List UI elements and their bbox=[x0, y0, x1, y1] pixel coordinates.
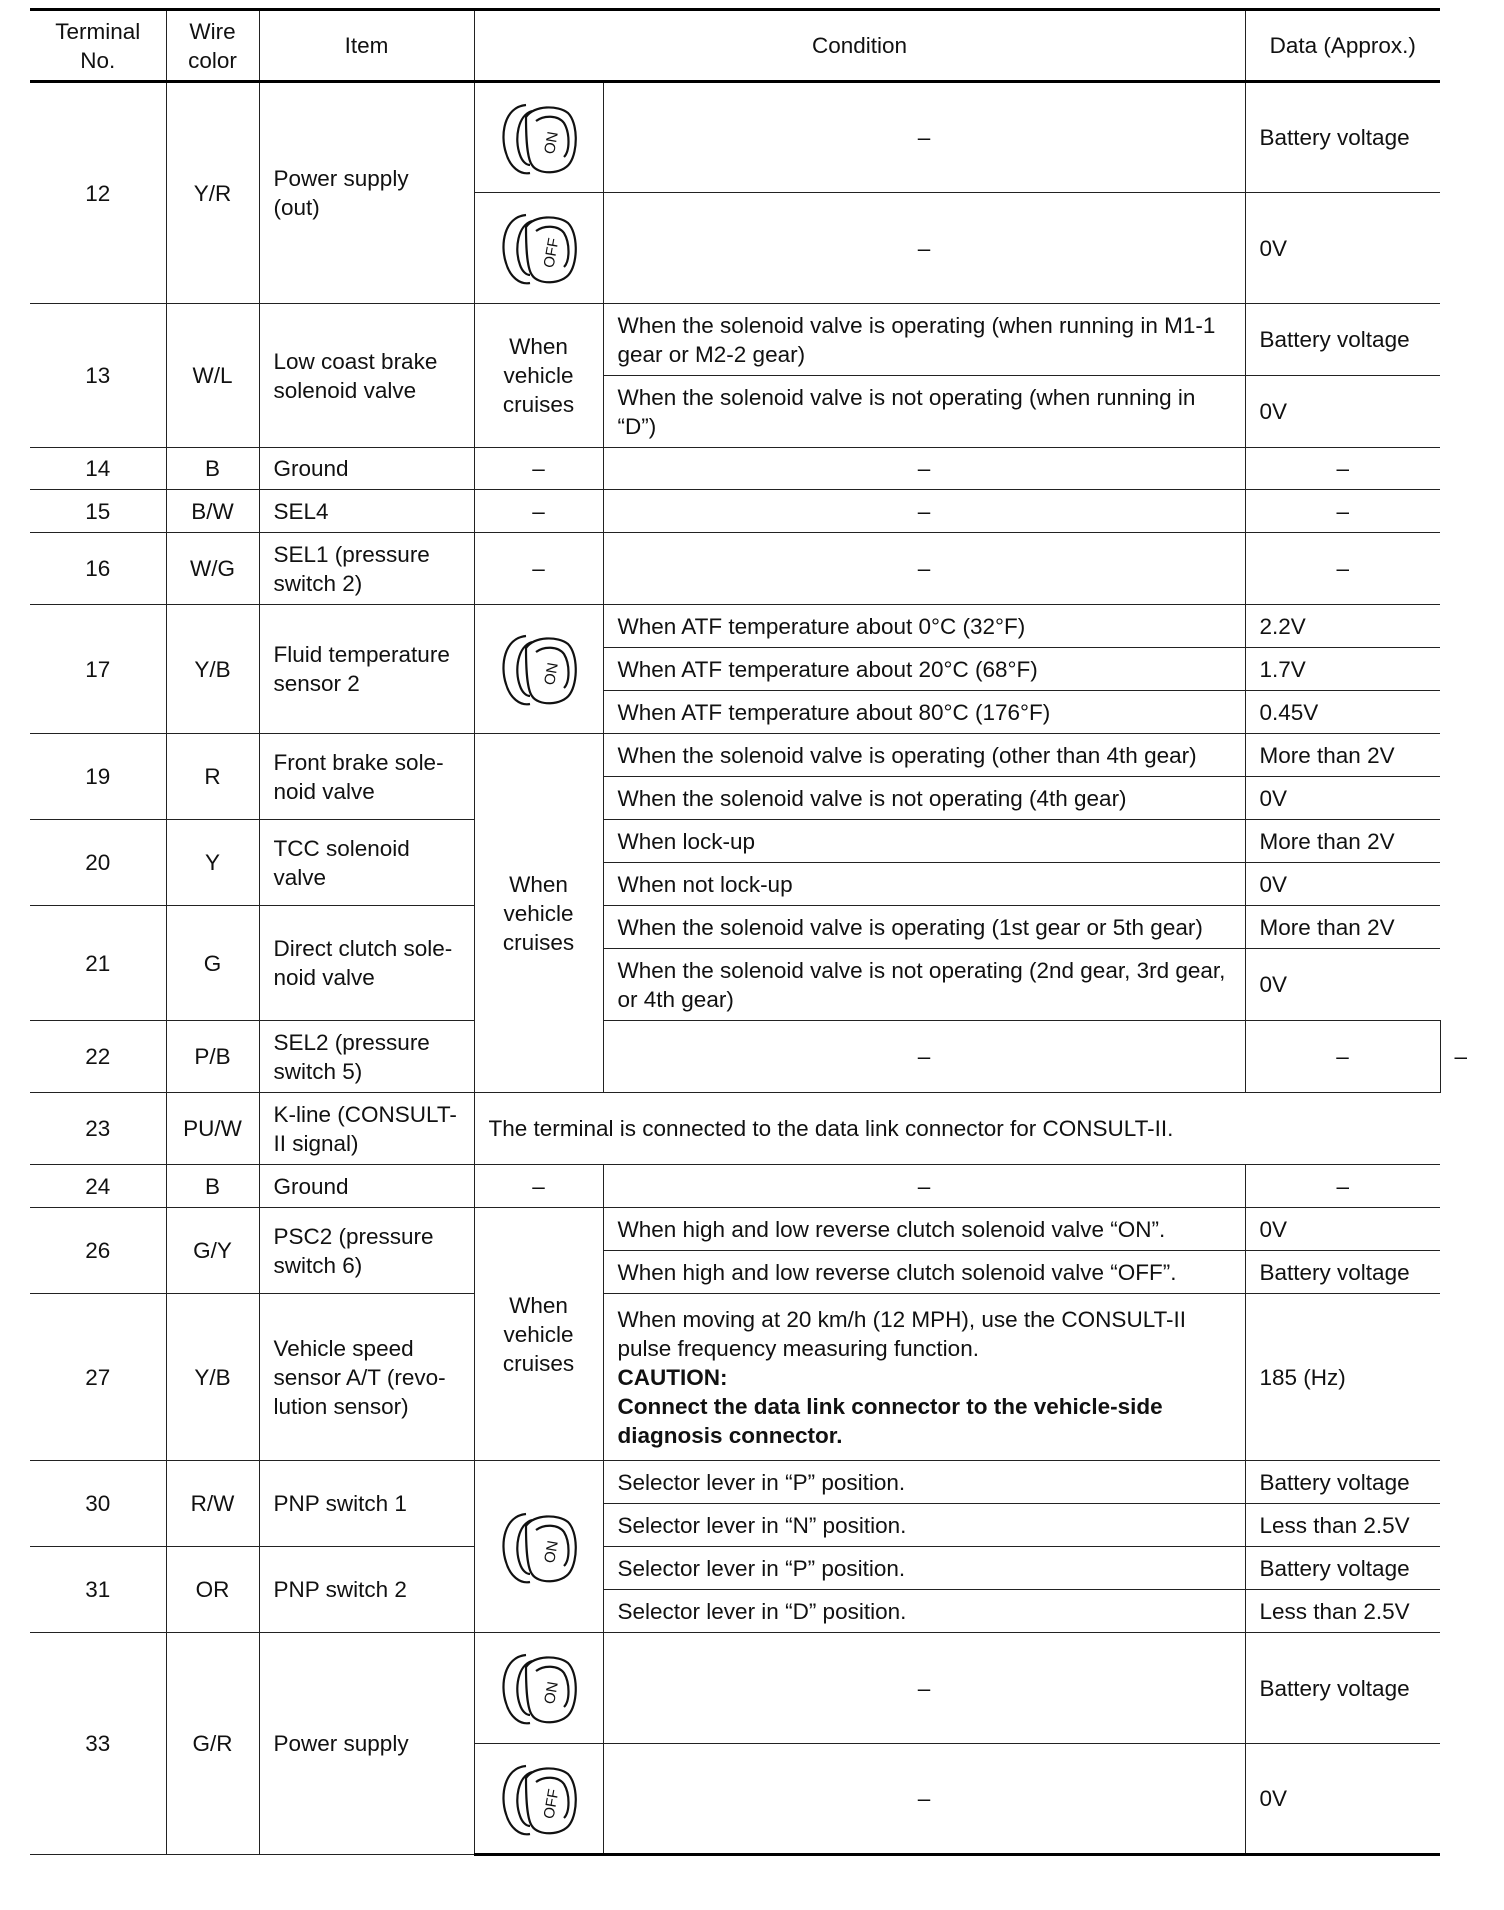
condition: When the solenoid valve is not operating (when running in “D”) bbox=[603, 376, 1245, 448]
terminal-no: 14 bbox=[30, 448, 166, 490]
item: Ground bbox=[259, 448, 474, 490]
data-value: 0V bbox=[1245, 376, 1440, 448]
condition: When ATF temperature about 0°C (32°F) bbox=[603, 605, 1245, 648]
data-value: 185 (Hz) bbox=[1245, 1294, 1440, 1461]
condition: – bbox=[603, 1633, 1245, 1744]
item: Low coast brake solenoid valve bbox=[259, 304, 474, 448]
data-value: 2.2V bbox=[1245, 605, 1440, 648]
wire-color: Y/B bbox=[166, 1294, 259, 1461]
ignition-key-off-icon bbox=[474, 1744, 603, 1855]
terminal-no: 21 bbox=[30, 906, 166, 1021]
wire-color: B bbox=[166, 1165, 259, 1208]
condition: When high and low reverse clutch solenoid valve “ON”. bbox=[603, 1208, 1245, 1251]
svg-text:ON: ON bbox=[540, 1680, 562, 1706]
table-row bbox=[30, 1208, 1440, 1251]
condition: When ATF temperature about 20°C (68°F) bbox=[603, 648, 1245, 691]
terminal-no: 30 bbox=[30, 1461, 166, 1547]
table-row bbox=[30, 304, 1440, 376]
item: SEL4 bbox=[259, 490, 474, 533]
item: PSC2 (pressure switch 6) bbox=[259, 1208, 474, 1294]
terminal-no: 24 bbox=[30, 1165, 166, 1208]
ignition-key-on-icon bbox=[496, 1504, 582, 1590]
wire-color: W/L bbox=[166, 304, 259, 448]
table-row bbox=[30, 448, 1440, 490]
data-value: Battery voltage bbox=[1245, 82, 1440, 193]
ignition-key-on-icon bbox=[474, 1633, 603, 1744]
terminal-no: 23 bbox=[30, 1093, 166, 1165]
ignition-key-on-icon bbox=[474, 82, 603, 193]
terminal-no: 33 bbox=[30, 1633, 166, 1855]
terminal-no: 16 bbox=[30, 533, 166, 605]
wire-color: B bbox=[166, 448, 259, 490]
condition-when: – bbox=[474, 533, 603, 605]
ignition-key-on-icon bbox=[496, 626, 582, 712]
svg-text:ON: ON bbox=[540, 129, 562, 155]
condition: Selector lever in “P” position. bbox=[603, 1461, 1245, 1504]
data-value: Battery voltage bbox=[1245, 1633, 1440, 1744]
condition-when: – bbox=[474, 1165, 603, 1208]
condition: When the solenoid valve is operating (other than 4th gear) bbox=[603, 734, 1245, 777]
ignition-key-off-icon bbox=[474, 193, 603, 304]
table-row bbox=[30, 734, 1440, 777]
data-value: Battery voltage bbox=[1245, 1251, 1440, 1294]
table-row bbox=[30, 820, 1440, 863]
table-row bbox=[30, 906, 1440, 949]
data-value: Battery voltage bbox=[1245, 304, 1440, 376]
terminal-no: 17 bbox=[30, 605, 166, 734]
wire-color: G/Y bbox=[166, 1208, 259, 1294]
terminal-no: 12 bbox=[30, 82, 166, 304]
condition: When the solenoid valve is not operating (4th gear) bbox=[603, 777, 1245, 820]
data-value: 1.7V bbox=[1245, 648, 1440, 691]
terminal-no: 13 bbox=[30, 304, 166, 448]
condition: Selector lever in “D” position. bbox=[603, 1590, 1245, 1633]
caution-text: Connect the data link connector to the vehicle-side diagnosis connector. bbox=[617, 1393, 1163, 1448]
ignition-key-on-icon bbox=[496, 1645, 582, 1731]
condition: When lock-up bbox=[603, 820, 1245, 863]
wire-color: G/R bbox=[166, 1633, 259, 1855]
ignition-key-off-icon bbox=[496, 205, 582, 291]
data-value: 0V bbox=[1245, 193, 1440, 304]
data-value: – bbox=[1245, 490, 1440, 533]
table-row bbox=[30, 1633, 1440, 1744]
item: Power supply (out) bbox=[259, 82, 474, 304]
svg-text:ON: ON bbox=[540, 1538, 562, 1564]
condition: When high and low reverse clutch solenoid valve “OFF”. bbox=[603, 1251, 1245, 1294]
ignition-key-on-icon bbox=[496, 95, 582, 181]
condition-when: When vehicle cruises bbox=[474, 304, 603, 448]
condition-when: When vehicle cruises bbox=[474, 1208, 603, 1461]
table-row: 22 P/B SEL2 (pressure switch 5) – – – bbox=[30, 1021, 1440, 1093]
ignition-key-on-icon bbox=[474, 605, 603, 734]
wire-color: G bbox=[166, 906, 259, 1021]
ignition-key-on-icon bbox=[474, 1461, 603, 1633]
wire-color: OR bbox=[166, 1547, 259, 1633]
data-value: 0V bbox=[1245, 949, 1440, 1021]
svg-text:OFF: OFF bbox=[540, 236, 562, 270]
condition: – bbox=[603, 82, 1245, 193]
item: Ground bbox=[259, 1165, 474, 1208]
table-row bbox=[30, 605, 1440, 648]
svg-text:ON: ON bbox=[540, 661, 562, 687]
caution-label: CAUTION: bbox=[617, 1364, 728, 1390]
condition-when: – bbox=[474, 448, 603, 490]
wire-color: PU/W bbox=[166, 1093, 259, 1165]
table-row bbox=[30, 533, 1440, 605]
wire-color: R bbox=[166, 734, 259, 820]
wire-color: Y/R bbox=[166, 82, 259, 304]
condition: Selector lever in “N” position. bbox=[603, 1504, 1245, 1547]
wire-color: R/W bbox=[166, 1461, 259, 1547]
condition-when: When vehicle cruises bbox=[474, 734, 603, 1093]
data-value: More than 2V bbox=[1245, 820, 1440, 863]
terminal-no: 22 bbox=[30, 1021, 166, 1093]
wire-color: B/W bbox=[166, 490, 259, 533]
data-value: Battery voltage bbox=[1245, 1547, 1440, 1590]
item: Vehicle speed sensor A/T (revo-lution sensor) bbox=[259, 1294, 474, 1461]
table-row bbox=[30, 1294, 1440, 1461]
header-data: Data (Approx.) bbox=[1245, 10, 1440, 82]
table-row bbox=[30, 82, 1440, 193]
header-wire-color: Wire color bbox=[166, 10, 259, 82]
condition-when: – bbox=[603, 1021, 1245, 1093]
item: K-line (CONSULT-II signal) bbox=[259, 1093, 474, 1165]
item: Front brake sole-noid valve bbox=[259, 734, 474, 820]
terminal-no: 26 bbox=[30, 1208, 166, 1294]
table-row bbox=[30, 490, 1440, 533]
condition: – bbox=[603, 193, 1245, 304]
data-value: Battery voltage bbox=[1245, 1461, 1440, 1504]
terminal-no: 31 bbox=[30, 1547, 166, 1633]
wire-color: Y bbox=[166, 820, 259, 906]
condition: When moving at 20 km/h (12 MPH), use the CONSULT-II pulse frequency measuring function. bbox=[617, 1306, 1187, 1361]
data-value: – bbox=[1245, 448, 1440, 490]
condition: When the solenoid valve is operating (when running in M1-1 gear or M2-2 gear) bbox=[603, 304, 1245, 376]
item: PNP switch 2 bbox=[259, 1547, 474, 1633]
header-item: Item bbox=[259, 10, 474, 82]
wire-color: Y/B bbox=[166, 605, 259, 734]
item: Power supply bbox=[259, 1633, 474, 1855]
table-header-row bbox=[30, 10, 1440, 82]
data-value: 0.45V bbox=[1245, 691, 1440, 734]
data-value: 0V bbox=[1245, 1744, 1440, 1855]
terminal-no: 19 bbox=[30, 734, 166, 820]
header-terminal-no: Terminal No. bbox=[30, 10, 166, 82]
item: TCC solenoid valve bbox=[259, 820, 474, 906]
data-value: Less than 2.5V bbox=[1245, 1590, 1440, 1633]
condition: – bbox=[603, 1165, 1245, 1208]
condition-block bbox=[603, 1294, 1245, 1461]
terminal-no: 27 bbox=[30, 1294, 166, 1461]
item: Direct clutch sole-noid valve bbox=[259, 906, 474, 1021]
table-row bbox=[30, 1093, 1440, 1165]
condition-when: – bbox=[474, 490, 603, 533]
condition: When the solenoid valve is operating (1st gear or 5th gear) bbox=[603, 906, 1245, 949]
ignition-key-off-icon bbox=[496, 1756, 582, 1842]
data-value: More than 2V bbox=[1245, 734, 1440, 777]
data-value: 0V bbox=[1245, 777, 1440, 820]
table-row bbox=[30, 1165, 1440, 1208]
terminal-no: 20 bbox=[30, 820, 166, 906]
data-value: 0V bbox=[1245, 1208, 1440, 1251]
table-row bbox=[30, 1461, 1440, 1504]
header-condition: Condition bbox=[474, 10, 1245, 82]
terminal-no: 15 bbox=[30, 490, 166, 533]
condition: – bbox=[603, 490, 1245, 533]
svg-text:OFF: OFF bbox=[540, 1787, 562, 1820]
item: PNP switch 1 bbox=[259, 1461, 474, 1547]
wire-color: W/G bbox=[166, 533, 259, 605]
item: Fluid temperature sensor 2 bbox=[259, 605, 474, 734]
terminal-note: The terminal is connected to the data link connector for CONSULT-II. bbox=[474, 1093, 1440, 1165]
condition: – bbox=[603, 533, 1245, 605]
data-value: Less than 2.5V bbox=[1245, 1504, 1440, 1547]
data-value: More than 2V bbox=[1245, 906, 1440, 949]
item: SEL2 (pressure switch 5) bbox=[259, 1021, 474, 1093]
condition: When ATF temperature about 80°C (176°F) bbox=[603, 691, 1245, 734]
data-value: – bbox=[1245, 533, 1440, 605]
condition: When the solenoid valve is not operating (2nd gear, 3rd gear, or 4th gear) bbox=[603, 949, 1245, 1021]
condition: – bbox=[603, 448, 1245, 490]
condition: When not lock-up bbox=[603, 863, 1245, 906]
item: SEL1 (pressure switch 2) bbox=[259, 533, 474, 605]
data-value: 0V bbox=[1245, 863, 1440, 906]
data-value: – bbox=[1245, 1165, 1440, 1208]
wire-color: P/B bbox=[166, 1021, 259, 1093]
terminal-data-table-container bbox=[30, 8, 1468, 1856]
table-row bbox=[30, 1547, 1440, 1590]
condition: Selector lever in “P” position. bbox=[603, 1547, 1245, 1590]
terminal-data-table bbox=[30, 8, 1468, 1856]
condition: – bbox=[1245, 1021, 1440, 1093]
condition: – bbox=[603, 1744, 1245, 1855]
